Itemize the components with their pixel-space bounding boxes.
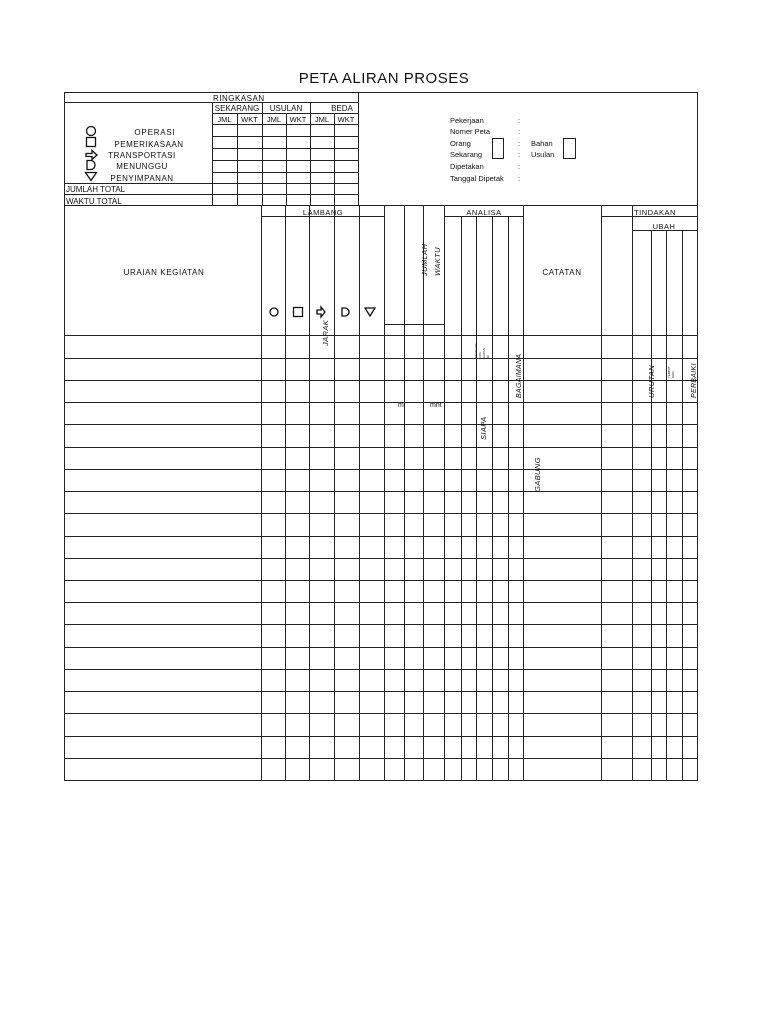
label-org: ORG xyxy=(671,371,675,378)
label-bagaimana: BAGAIMANA xyxy=(516,353,523,398)
legend-operasi: OPERASI xyxy=(134,128,176,137)
analisa-apa: APA xyxy=(478,352,482,358)
label-jarak: JARAK xyxy=(321,319,330,346)
analisa-kapan: KAPAN xyxy=(482,348,486,358)
total-time-label: WAKTU TOTAL xyxy=(66,197,122,206)
square-icon xyxy=(294,308,303,317)
label-usulan: Usulan xyxy=(531,150,555,159)
subcol-jml-3: JML xyxy=(314,115,330,124)
page-title: PETA ALIRAN PROSES xyxy=(298,70,470,87)
colon: : xyxy=(518,116,521,125)
colon: : xyxy=(518,150,521,159)
circle-icon xyxy=(270,308,278,316)
subcol-wkt-2: WKT xyxy=(289,115,307,124)
header-catatan: CATATAN xyxy=(542,268,582,277)
subcol-wkt-3: WKT xyxy=(337,115,355,124)
label-orang: Orang xyxy=(450,139,471,148)
circle-icon xyxy=(87,127,96,136)
legend-pemeriksaan: PEMERIKASAAN xyxy=(114,140,184,149)
d-shape-icon xyxy=(87,161,95,170)
triangle-icon xyxy=(86,173,97,181)
label-waktu: WAKTU xyxy=(433,247,442,276)
header-analisa: ANALISA xyxy=(466,208,502,217)
legend-menunggu: MENUNGGU xyxy=(116,162,168,171)
colon: : xyxy=(518,127,521,136)
unit-meter: m xyxy=(398,402,404,409)
arrow-icon xyxy=(317,307,325,317)
label-dipetakan: Dipetakan xyxy=(450,162,484,171)
subcol-jml-2: JML xyxy=(266,115,282,124)
label-urutan: URUTAN xyxy=(647,364,656,398)
header-ubah: UBAH xyxy=(652,222,676,231)
analisa-di: DI xyxy=(486,355,490,358)
legend-penyimpanan: PENYIMPANAN xyxy=(110,174,174,183)
square-icon xyxy=(87,138,96,147)
triangle-icon xyxy=(365,308,375,316)
summary-header: RINGKASAN xyxy=(213,94,265,103)
analisa-mengapa: MENGAPA xyxy=(474,343,478,358)
label-tempat: TEMPAT xyxy=(667,366,671,378)
label-pekerjaan: Pekerjaan xyxy=(450,116,484,125)
label-perbaiki: PERBAIKI xyxy=(691,363,698,398)
label-siapa: SIAPA xyxy=(479,416,488,440)
header-tindakan: TINDAKAN xyxy=(634,208,676,217)
total-count-label: JUMLAH TOTAL xyxy=(66,185,126,194)
colon: : xyxy=(518,174,521,183)
colon: : xyxy=(518,139,521,148)
arrow-icon xyxy=(86,151,97,160)
subcol-jml-1: JML xyxy=(217,115,232,124)
unit-menit: mnt xyxy=(430,402,442,409)
subcol-wkt-1: WKT xyxy=(241,115,258,124)
d-shape-icon xyxy=(342,308,349,316)
header-lambang: LAMBANG xyxy=(302,208,344,217)
group-sekarang: SEKARANG xyxy=(214,104,260,113)
legend-transportasi: TRANSPORTASI xyxy=(108,151,176,160)
group-beda: BEDA xyxy=(331,104,353,113)
label-gabung: GABUNG xyxy=(533,457,542,492)
label-nomer-peta: Nomer Peta xyxy=(450,127,491,136)
header-uraian-kegiatan: URAIAN KEGIATAN xyxy=(123,268,205,277)
group-usulan: USULAN xyxy=(269,104,303,113)
label-bahan: Bahan xyxy=(531,139,553,148)
label-sekarang: Sekarang xyxy=(450,150,483,159)
colon: : xyxy=(518,162,521,171)
label-jumlah: JUMLAH xyxy=(420,243,429,276)
label-tanggal-dipetak: Tanggal Dipetak xyxy=(450,174,504,183)
